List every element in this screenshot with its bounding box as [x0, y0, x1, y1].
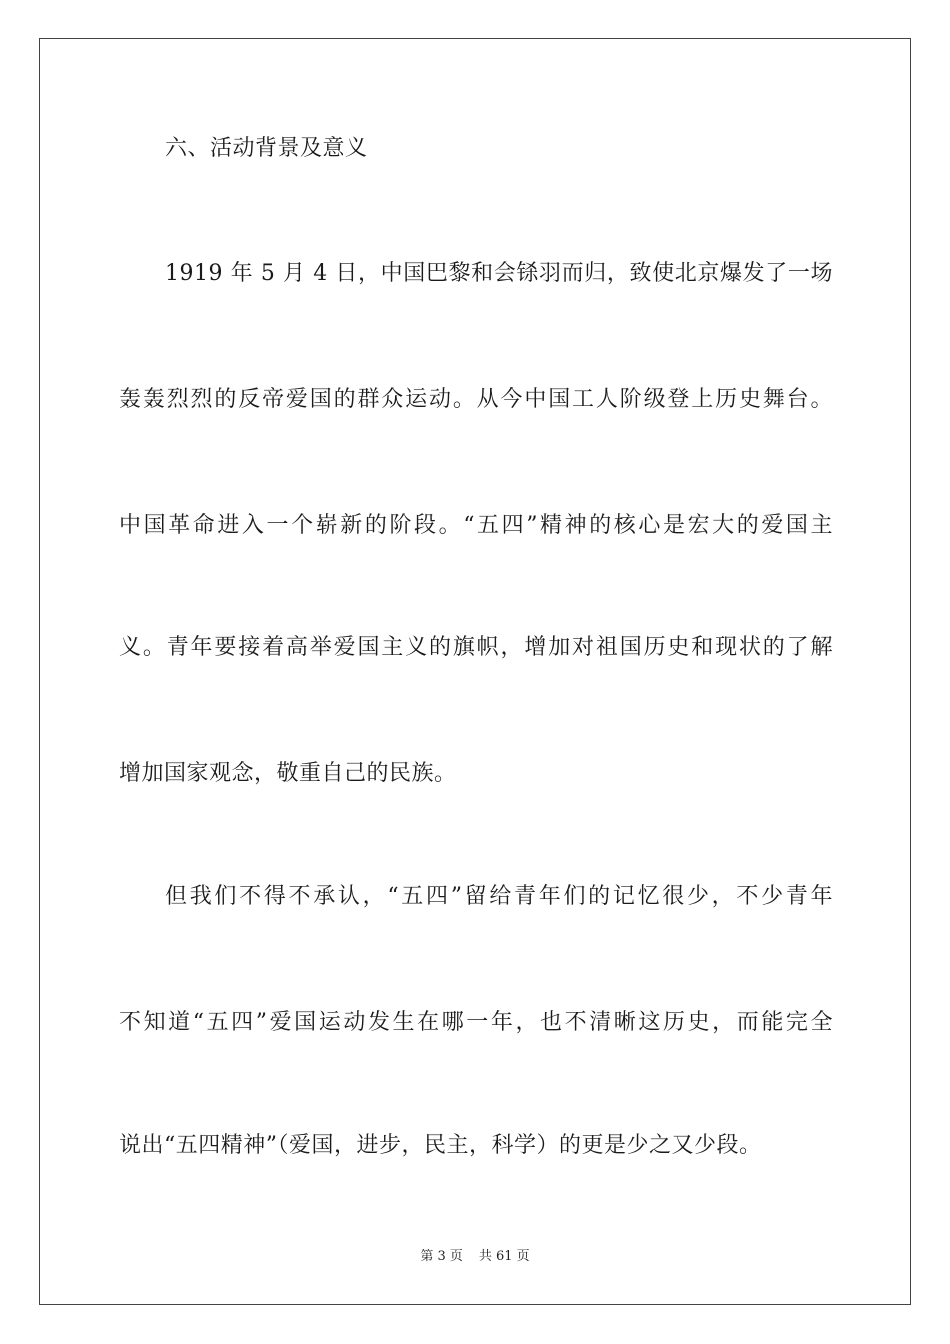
paragraph-1-line-4: 义。青年要接着高举爱国主义的旗帜，增加对祖国历史和现状的了解 [119, 635, 833, 660]
page-footer [0, 1248, 950, 1266]
paragraph-1-line-3: 中国革命进入一个崭新的阶段。“五四”精神的核心是宏大的爱国主 [119, 513, 833, 538]
page-total: 共 61 页 [478, 1249, 530, 1264]
page-number: 第 3 页 [420, 1249, 463, 1264]
paragraph-1-line-1: 1919 年 5 月 4 日，中国巴黎和会铩羽而归，致使北京爆发了一场 [165, 261, 833, 286]
paragraph-2-line-2: 不知道“五四”爱国运动发生在哪一年，也不清晰这历史，而能完全 [119, 1010, 833, 1035]
paragraph-2-line-3: 说出“五四精神”（爱国，进步，民主，科学）的更是少之又少段。 [119, 1133, 762, 1158]
page-border [39, 38, 911, 1305]
section-heading: 六、活动背景及意义 [165, 136, 368, 161]
paragraph-1-line-2: 轰轰烈烈的反帝爱国的群众运动。从今中国工人阶级登上历史舞台。 [119, 387, 833, 412]
paragraph-1-line-5: 增加国家观念，敬重自己的民族。 [119, 761, 457, 786]
paragraph-2-line-1: 但我们不得不承认，“五四”留给青年们的记忆很少，不少青年 [165, 884, 833, 909]
